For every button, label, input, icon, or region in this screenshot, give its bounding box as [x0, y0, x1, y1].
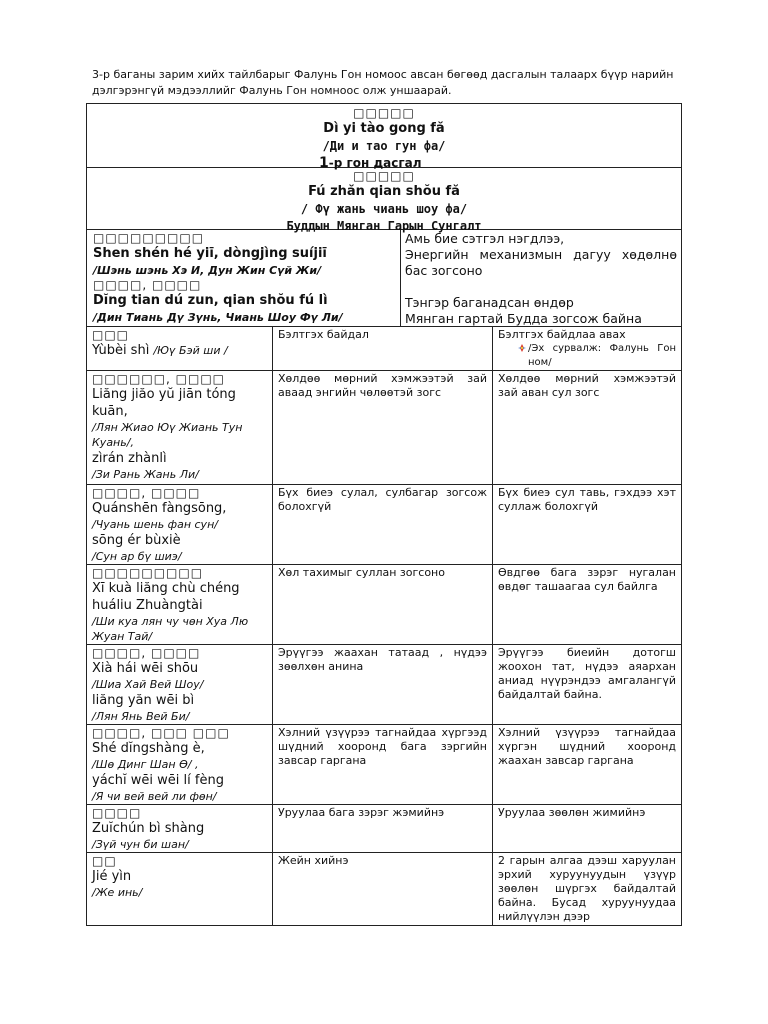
table-row [87, 485, 681, 565]
table-row [87, 327, 681, 371]
row-glyphs: □□ [92, 854, 117, 868]
row-cyrillic: /Зүй чун би шан/ [92, 838, 189, 851]
row-pinyin: Xià hái wēi shōu [92, 661, 199, 676]
row-explanation: Бүх биеэ сул тавь, гэхдээ хэт суллаж болохгүй [498, 486, 676, 513]
verse-glyphs-1: □□□□□□□□□ [93, 231, 205, 245]
row-cyrillic-2: /Лян Янь Вей Би/ [92, 710, 190, 723]
row-cyrillic: /Чуань шень фан сун/ [92, 518, 218, 531]
table-row [87, 645, 681, 725]
header-exercise-title [87, 104, 681, 171]
verse-glyphs-2: □□□□, □□□□ [93, 278, 202, 292]
row-explanation: Бэлтгэх байдлаа авах /Эх сурвалж: Фалунь Гон ном/ [498, 328, 676, 368]
lotus-icon [518, 344, 526, 352]
row-pinyin-2: liăng yăn wēi bì [92, 693, 195, 708]
row-glyphs: □□□□ [92, 806, 142, 820]
table-row [87, 371, 681, 485]
verse-line-4: Мянган гартай Будда зогсож байна [405, 311, 642, 326]
row-glyphs: □□□□, □□□□ [92, 486, 201, 500]
row-description: Хөл тахимыг суллан зогсоно [273, 565, 493, 644]
verse-chinese [87, 230, 401, 326]
row-description: Жейн хийнэ [273, 853, 493, 925]
row-explanation: Эрүүгээ биеийн дотогш жоохон тат, нүдээ аяархан аниад нүүрэндээ амгалангүй байдалтай байна. [498, 646, 676, 701]
row-pinyin: Shé dĭngshàng è, [92, 741, 205, 756]
row-pinyin-2: yáchĭ wēi wēi lí fèng [92, 773, 224, 788]
row-explanation: Өвдгөө бага зэрэг нугалан өвдөг ташаагаа сул байлга [498, 566, 676, 593]
source-note: /Эх сурвалж: Фалунь Гон ном/ [498, 342, 676, 370]
table-row [87, 805, 681, 853]
row-cyrillic: /Шиа Хай Вей Шоу/ [92, 678, 204, 691]
row-description: Бүх биеэ сулал, сулбагар зогсож болохгүй [273, 485, 493, 564]
row-description: Эрүүгээ жаахан татаад , нүдээ зөөлхөн анина [273, 645, 493, 724]
row-pinyin: Liăng jiăo yŭ jiān tóng kuān, [92, 387, 236, 419]
header-movement-title [87, 168, 681, 233]
row-glyphs: □□□□, □□□ □□□ [92, 726, 230, 740]
cyrillic-movement: / Фү жань чиань шоу фа/ [300, 202, 468, 216]
row-explanation: Уруулаа зөөлөн жимийнэ [498, 806, 646, 819]
cyrillic-title: /Ди и тао гун фа/ [322, 139, 446, 153]
row-cyrillic: /Шө Динг Шан Ө/ , [92, 758, 199, 771]
row-glyphs: □□□ [92, 328, 130, 342]
verse-pinyin-2: Dĭng tian dú zun, qian shŏu fú lì [93, 293, 328, 308]
row-cyrillic-2: /Я чи вей вей ли фөн/ [92, 790, 217, 803]
pinyin-movement: Fú zhăn qian shŏu fă [308, 184, 460, 199]
row-pinyin: Yùbèi shì /Юү Бэй ши / [92, 343, 228, 358]
row-description: Хөлдөө мөрний хэмжээтэй зай аваад энгийн чөлөөтэй зогс [273, 371, 493, 484]
verse-cyrillic-1: /Шэнь шэнь Хэ И, Дун Жин Сүй Жи/ [93, 264, 322, 277]
verse-row [87, 230, 681, 327]
row-description: Бэлтгэх байдал [273, 327, 493, 370]
row-cyrillic-2: /Сун ар бү шиэ/ [92, 550, 182, 563]
verse-line-3: Тэнгэр баганадсан өндөр [405, 295, 574, 310]
row-explanation: Хөлдөө мөрний хэмжээтэй зай аван сул зогс [498, 372, 676, 399]
row-cyrillic: /Ши куа лян чу чөн Хуа Лю Жуан Тай/ [92, 615, 249, 643]
mongolian-movement: Буддын Мянган Гарын Сунгалт [286, 219, 482, 233]
exercise-table [86, 103, 682, 926]
row-explanation: Хэлний үзүүрээ тагнайдаа хүргэн шүдний хооронд жаахан завсар гаргана [498, 726, 676, 767]
row-cyrillic-2: /Зи Рань Жань Ли/ [92, 468, 199, 481]
exercise-number: 1-р гон дасгал [319, 155, 422, 171]
verse-line-2: Энергийн механизмын дагуу хөдөлнө бас зогсоно [405, 247, 677, 278]
table-row [87, 725, 681, 805]
table-row [87, 853, 681, 925]
intro-paragraph: 3-р баганы зарим хийх тайлбарыг Фалунь Гон номоос авсан бөгөөд дасгалын талаарх бүүр нарийн дэлгэрэнгүй мэдээллийг Фалунь Гон номноос олж уншаарай. [92, 68, 674, 97]
row-pinyin-2: zìrán zhànlì [92, 451, 167, 466]
pinyin-title: Dì yi tào gong fă [323, 121, 445, 136]
row-cyrillic: /Же инь/ [92, 886, 143, 899]
row-pinyin-2: sōng ér bùxiè [92, 533, 181, 548]
table-row [87, 565, 681, 645]
row-glyphs: □□□□□□, □□□□ [92, 372, 226, 386]
row-explanation: 2 гарын алгаа дээш харуулан эрхий хуруунуудын үзүүр зөөлөн шүргэх байдалтай байна. Бусад хуруунуудаа нийлүүлэн дээр [498, 854, 676, 923]
row-glyphs: □□□□□□□□□ [92, 566, 204, 580]
row-pinyin: Zuĭchún bì shàng [92, 821, 205, 836]
row-cyrillic: /Лян Жиао Юү Жиань Тун Куань/, [92, 421, 243, 449]
verse-pinyin-1: Shen shén hé yiī, dòngjìng suíjiī [93, 246, 327, 261]
verse-cyrillic-2: /Дин Тиань Дү Зүнь, Чиань Шоу Фү Ли/ [93, 311, 343, 324]
row-pinyin: Xī kuà liăng chù chéng huáliu Zhuàngtài [92, 581, 240, 613]
verse-line-1: Амь бие сэтгэл нэгдлээ, [405, 231, 565, 246]
row-description: Хэлний үзүүрээ тагнайдаа хүргээд шүдний хооронд бага зэргийн завсар гаргана [273, 725, 493, 804]
chinese-movement: □□□□□ [353, 169, 415, 183]
row-pinyin: Quánshēn fàngsōng, [92, 501, 227, 516]
row-pinyin: Jié yìn [92, 869, 132, 884]
row-glyphs: □□□□, □□□□ [92, 646, 201, 660]
row-description: Уруулаа бага зэрэг жэмийнэ [273, 805, 493, 852]
verse-mongolian [401, 230, 681, 326]
chinese-title: □□□□□ [353, 106, 415, 120]
